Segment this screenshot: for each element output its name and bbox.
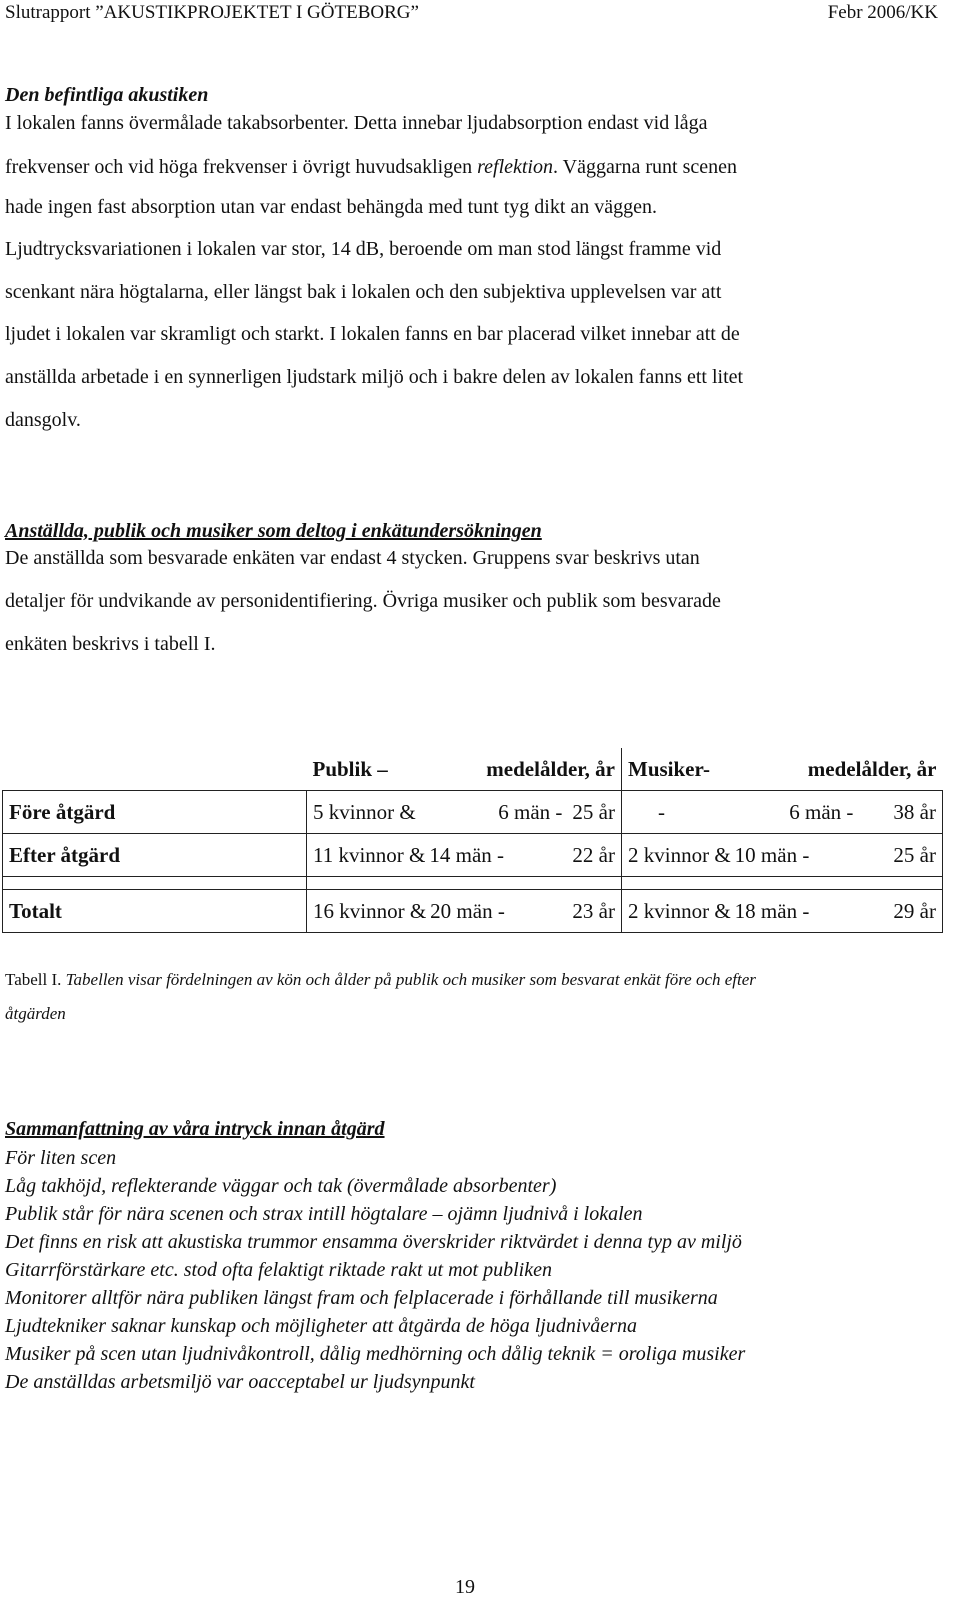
spacer-cell [622,877,943,890]
cell-text: 29 år [893,898,936,923]
cell-text: 22 år [572,842,615,867]
paragraph-line: scenkant nära högtalarna, eller längst bak i lokalen och den subjektiva upplevelsen var att [5,281,722,303]
spacer-cell [3,877,307,890]
cell-text: 23 år [572,898,615,923]
section-heading-participants: Anställda, publik och musiker som deltog i enkätundersökningen [5,520,542,542]
cell-text: 5 kvinnor & [313,799,416,824]
caption-label: Tabell I. [5,970,62,989]
participants-table [2,748,943,933]
cell-text: 38 år [893,799,936,824]
paragraph-line: De anställda som besvarade enkäten var endast 4 stycken. Gruppens svar beskrivs utan [5,547,700,569]
text-run: frekvenser och vid höga frekvenser i övrigt huvudsakligen [5,156,478,178]
summary-item: Monitorer alltför nära publiken längst fram och felplacerade i förhållande till musikerna [5,1287,718,1309]
table-cell [622,791,943,834]
row-label: Före åtgärd [3,791,307,834]
paragraph-line [5,156,737,179]
table-header-row [3,748,943,791]
cell-text: 20 män - [430,898,505,923]
cell-text: 2 kvinnor & [628,898,731,923]
table-cell [307,834,622,877]
table-row [3,890,943,933]
running-header-title: Slutrapport ”AKUSTIKPROJEKTET I GÖTEBORG” [5,2,419,23]
cell-text: 6 män - [498,799,563,824]
paragraph-line: anställda arbetade i en synnerligen ljudstark miljö och i bakre delen av lokalen fanns ett litet [5,366,744,388]
header-text: medelålder, år [486,756,615,781]
cell-text: 25 år [572,799,615,824]
summary-item: Ljudtekniker saknar kunskap och möjligheter att åtgärda de höga ljudnivåerna [5,1315,637,1337]
table-row [3,834,943,877]
summary-item: Låg takhöjd, reflekterande väggar och tak (övermålade absorbenter) [5,1175,557,1197]
section-heading-summary: Sammanfattning av våra intryck innan åtgärd [5,1118,385,1140]
summary-item: Musiker på scen utan ljudnivåkontroll, dålig medhörning och dålig teknik = oroliga musiker [5,1343,746,1365]
paragraph-line: dansgolv. [5,409,81,431]
header-text: medelålder, år [807,756,937,781]
table-cell [307,890,622,933]
paragraph-line: ljudet i lokalen var skramligt och starkt. I lokalen fanns en bar placerad vilket innebar att de [5,323,740,345]
cell-text: 2 kvinnor & [628,842,731,867]
table-row [3,791,943,834]
summary-item: Publik står för nära scenen och strax intill högtalare – ojämn ljudnivå i lokalen [5,1203,643,1225]
table-spacer-row [3,877,943,890]
header-publik [307,748,622,791]
table-caption-continued: åtgärden [5,1004,66,1023]
table-corner-cell [3,748,307,791]
table-cell [622,890,943,933]
cell-text: 25 år [893,842,936,867]
cell-text: 14 män - [429,842,505,867]
paragraph-line: enkäten beskrivs i tabell I. [5,633,216,655]
paragraph-line: detaljer för undvikande av personidentifiering. Övriga musiker och publik som besvarade [5,590,721,612]
paragraph-line: I lokalen fanns övermålade takabsorbenter. Detta innebar ljudabsorption endast vid låga [5,112,708,134]
cell-text: 18 män - [734,898,810,923]
summary-item: De anställdas arbetsmiljö var oacceptabel ur ljudsynpunkt [5,1371,475,1393]
cell-text: 10 män - [734,842,810,867]
cell-text: - [658,799,665,824]
summary-item: Gitarrförstärkare etc. stod ofta felaktigt riktade rakt ut mot publiken [5,1259,552,1281]
table-cell [307,791,622,834]
paragraph-line: Ljudtrycksvariationen i lokalen var stor, 14 dB, beroende om man stod längst framme vid [5,238,722,260]
header-text: Musiker- [628,756,711,781]
paragraph-line: hade ingen fast absorption utan var endast behängda med tunt tyg dikt an väggen. [5,196,658,218]
running-header-date: Febr 2006/KK [827,2,938,23]
cell-text: 16 kvinnor & [313,898,427,923]
spacer-cell [307,877,622,890]
table-caption [5,970,756,990]
summary-item: För liten scen [5,1147,117,1169]
page-number: 19 [455,1576,475,1598]
cell-text: 6 män - [789,799,854,824]
caption-text: Tabellen visar fördelningen av kön och ålder på publik och musiker som besvarat enkät före och efter [65,970,756,989]
row-label: Totalt [3,890,307,933]
cell-text: 11 kvinnor & [313,842,426,867]
row-label: Efter åtgärd [3,834,307,877]
emphasis-text: reflektion [477,156,553,178]
header-text: Publik – [312,756,388,781]
section-heading-existing-acoustics: Den befintliga akustiken [5,84,209,106]
header-musiker [622,748,943,791]
text-run: . Väggarna runt scenen [553,156,738,178]
summary-item: Det finns en risk att akustiska trummor ensamma överskrider riktvärdet i denna typ av miljö [5,1231,742,1253]
table-cell [622,834,943,877]
